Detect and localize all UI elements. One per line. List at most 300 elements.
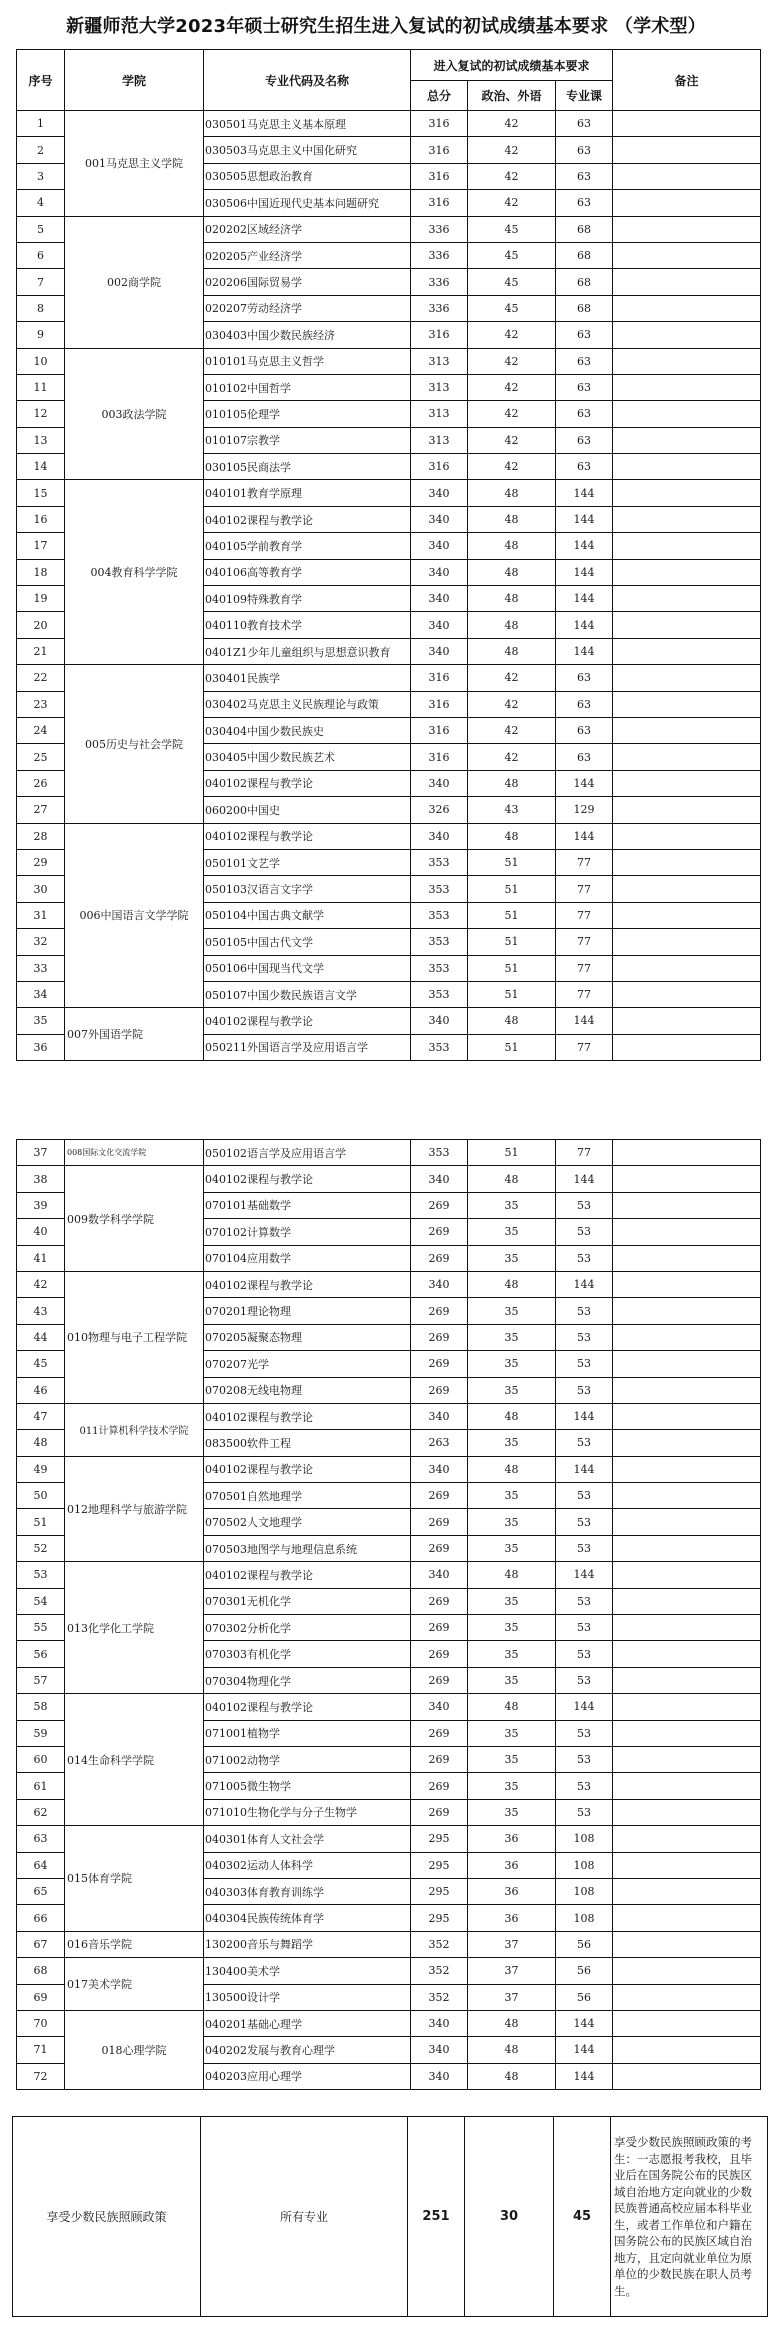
- remarks-cell: [613, 1852, 761, 1878]
- major-cell: 030405中国少数民族艺术: [204, 744, 411, 770]
- remarks-cell: [613, 955, 761, 981]
- seq-cell: 25: [17, 744, 65, 770]
- professional-cell: 68: [556, 269, 613, 295]
- professional-cell: 53: [556, 1615, 613, 1641]
- professional-cell: 108: [556, 1878, 613, 1904]
- table-row: [17, 1958, 761, 1984]
- total-score-cell: 316: [411, 137, 468, 163]
- seq-cell: 72: [17, 2063, 65, 2089]
- remarks-cell: [613, 1324, 761, 1350]
- table-row: [17, 111, 761, 137]
- major-cell: 070501自然地理学: [204, 1483, 411, 1509]
- table-row: [17, 216, 761, 242]
- major-cell: 0401Z1少年儿童组织与思想意识教育: [204, 638, 411, 664]
- professional-cell: 77: [556, 1034, 613, 1060]
- politics-foreign-cell: 51: [468, 849, 556, 875]
- politics-foreign-cell: 42: [468, 427, 556, 453]
- politics-foreign-cell: 35: [468, 1245, 556, 1271]
- politics-foreign-cell: 48: [468, 770, 556, 796]
- seq-cell: 26: [17, 770, 65, 796]
- major-cell: 030105民商法学: [204, 454, 411, 480]
- major-cell: 130500设计学: [204, 1984, 411, 2010]
- seq-cell: 69: [17, 1984, 65, 2010]
- seq-cell: 62: [17, 1799, 65, 1825]
- seq-cell: 33: [17, 955, 65, 981]
- score-table-part1: [16, 49, 761, 1061]
- politics-foreign-cell: 48: [468, 1456, 556, 1482]
- politics-foreign-cell: 35: [468, 1192, 556, 1218]
- remarks-cell: [613, 1641, 761, 1667]
- seq-cell: 36: [17, 1034, 65, 1060]
- total-score-cell: 316: [411, 163, 468, 189]
- major-cell: 050211外国语言学及应用语言学: [204, 1034, 411, 1060]
- remarks-cell: [613, 1219, 761, 1245]
- politics-foreign-cell: 45: [468, 269, 556, 295]
- total-score-cell: 353: [411, 902, 468, 928]
- politics-foreign-cell: 51: [468, 955, 556, 981]
- professional-cell: 56: [556, 1931, 613, 1957]
- remarks-cell: [613, 2010, 761, 2036]
- total-score-cell: 340: [411, 480, 468, 506]
- politics-foreign-cell: 48: [468, 1694, 556, 1720]
- total-score-cell: 353: [411, 1140, 468, 1166]
- total-score-cell: 336: [411, 242, 468, 268]
- remarks-cell: [613, 876, 761, 902]
- major-cell: 130200音乐与舞蹈学: [204, 1931, 411, 1957]
- total-score-cell: 316: [411, 744, 468, 770]
- politics-foreign-cell: 48: [468, 1008, 556, 1034]
- table-row: [17, 1826, 761, 1852]
- politics-foreign-cell: 48: [468, 1562, 556, 1588]
- major-cell: 070104应用数学: [204, 1245, 411, 1271]
- major-cell: 071001植物学: [204, 1720, 411, 1746]
- major-cell: 040301体育人文社会学: [204, 1826, 411, 1852]
- remarks-cell: [613, 1351, 761, 1377]
- politics-foreign-cell: 51: [468, 929, 556, 955]
- total-score-cell: 352: [411, 1958, 468, 1984]
- seq-cell: 1: [17, 111, 65, 137]
- professional-cell: 53: [556, 1720, 613, 1746]
- remarks-cell: [613, 1456, 761, 1482]
- total-score-cell: 352: [411, 1931, 468, 1957]
- policy-majors: 所有专业: [201, 2117, 408, 2317]
- remarks-cell: [613, 1403, 761, 1429]
- total-score-cell: 313: [411, 427, 468, 453]
- table-row: [17, 665, 761, 691]
- seq-cell: 51: [17, 1509, 65, 1535]
- remarks-cell: [613, 1245, 761, 1271]
- professional-cell: 53: [556, 1641, 613, 1667]
- total-score-cell: 353: [411, 1034, 468, 1060]
- seq-cell: 15: [17, 480, 65, 506]
- remarks-cell: [613, 1667, 761, 1693]
- remarks-cell: [613, 1984, 761, 2010]
- professional-cell: 144: [556, 2037, 613, 2063]
- professional-cell: 144: [556, 612, 613, 638]
- total-score-cell: 269: [411, 1641, 468, 1667]
- politics-foreign-cell: 51: [468, 1140, 556, 1166]
- politics-foreign-cell: 51: [468, 902, 556, 928]
- score-table-part2: [16, 1139, 761, 2090]
- major-cell: 050103汉语言文字学: [204, 876, 411, 902]
- professional-cell: 53: [556, 1746, 613, 1772]
- major-cell: 050104中国古典文献学: [204, 902, 411, 928]
- politics-foreign-cell: 36: [468, 1905, 556, 1931]
- seq-cell: 50: [17, 1483, 65, 1509]
- major-cell: 030404中国少数民族史: [204, 717, 411, 743]
- total-score-cell: 269: [411, 1773, 468, 1799]
- major-cell: 070207光学: [204, 1351, 411, 1377]
- total-score-cell: 353: [411, 955, 468, 981]
- professional-cell: 63: [556, 374, 613, 400]
- total-score-cell: 269: [411, 1219, 468, 1245]
- professional-cell: 53: [556, 1298, 613, 1324]
- professional-cell: 53: [556, 1430, 613, 1456]
- professional-cell: 144: [556, 2063, 613, 2089]
- major-cell: 040304民族传统体育学: [204, 1905, 411, 1931]
- remarks-cell: [613, 269, 761, 295]
- professional-cell: 77: [556, 929, 613, 955]
- remarks-cell: [613, 401, 761, 427]
- seq-cell: 38: [17, 1166, 65, 1192]
- major-cell: 070301无机化学: [204, 1588, 411, 1614]
- college-cell: 009数学科学学院: [65, 1166, 204, 1272]
- major-cell: 130400美术学: [204, 1958, 411, 1984]
- total-score-cell: 340: [411, 770, 468, 796]
- politics-foreign-cell: 42: [468, 744, 556, 770]
- table-row: [17, 1931, 761, 1957]
- table-row: [17, 1140, 761, 1166]
- seq-cell: 30: [17, 876, 65, 902]
- remarks-cell: [613, 322, 761, 348]
- remarks-cell: [613, 1430, 761, 1456]
- remarks-cell: [613, 929, 761, 955]
- total-score-cell: 269: [411, 1509, 468, 1535]
- politics-foreign-cell: 35: [468, 1773, 556, 1799]
- major-cell: 040303体育教育训练学: [204, 1878, 411, 1904]
- seq-cell: 48: [17, 1430, 65, 1456]
- remarks-cell: [613, 1878, 761, 1904]
- remarks-cell: [613, 454, 761, 480]
- politics-foreign-cell: 48: [468, 506, 556, 532]
- table-row: [17, 1271, 761, 1297]
- professional-cell: 68: [556, 242, 613, 268]
- professional-cell: 53: [556, 1667, 613, 1693]
- remarks-cell: [613, 348, 761, 374]
- major-cell: 040102课程与教学论: [204, 1403, 411, 1429]
- major-cell: 040109特殊教育学: [204, 586, 411, 612]
- college-cell: 008国际文化交流学院: [65, 1140, 204, 1166]
- major-cell: 020202区域经济学: [204, 216, 411, 242]
- total-score-cell: 313: [411, 401, 468, 427]
- total-score-cell: 340: [411, 2010, 468, 2036]
- professional-cell: 144: [556, 1456, 613, 1482]
- remarks-cell: [613, 1377, 761, 1403]
- major-cell: 040102课程与教学论: [204, 823, 411, 849]
- remarks-cell: [613, 1773, 761, 1799]
- total-score-cell: 269: [411, 1245, 468, 1271]
- politics-foreign-cell: 42: [468, 665, 556, 691]
- professional-cell: 108: [556, 1852, 613, 1878]
- remarks-cell: [613, 1271, 761, 1297]
- total-score-cell: 269: [411, 1351, 468, 1377]
- politics-foreign-cell: 35: [468, 1588, 556, 1614]
- seq-cell: 68: [17, 1958, 65, 1984]
- major-cell: 010107宗教学: [204, 427, 411, 453]
- total-score-cell: 336: [411, 269, 468, 295]
- politics-foreign-cell: 35: [468, 1509, 556, 1535]
- total-score-cell: 269: [411, 1667, 468, 1693]
- seq-cell: 45: [17, 1351, 65, 1377]
- professional-cell: 144: [556, 1166, 613, 1192]
- policy-note: 享受少数民族照顾政策的考生：一志愿报考我校，且毕业后在国务院公布的民族区域自治地方定向就业的少数民族普通高校应届本科毕业生，或者工作单位和户籍在国务院公布的民族区域自治地方，且定向就业单位为原单位的少数民族在职人员考生。: [611, 2117, 768, 2317]
- total-score-cell: 295: [411, 1878, 468, 1904]
- college-cell: 005历史与社会学院: [65, 665, 204, 823]
- professional-cell: 144: [556, 506, 613, 532]
- politics-foreign-cell: 35: [468, 1324, 556, 1350]
- total-score-cell: 353: [411, 849, 468, 875]
- politics-foreign-cell: 36: [468, 1852, 556, 1878]
- remarks-cell: [613, 111, 761, 137]
- remarks-cell: [613, 981, 761, 1007]
- seq-cell: 46: [17, 1377, 65, 1403]
- seq-cell: 27: [17, 797, 65, 823]
- politics-foreign-cell: 48: [468, 2037, 556, 2063]
- remarks-cell: [613, 190, 761, 216]
- college-cell: 013化学化工学院: [65, 1562, 204, 1694]
- professional-cell: 63: [556, 691, 613, 717]
- remarks-cell: [613, 480, 761, 506]
- major-cell: 040106高等教育学: [204, 559, 411, 585]
- remarks-cell: [613, 1483, 761, 1509]
- total-score-cell: 353: [411, 981, 468, 1007]
- professional-cell: 53: [556, 1799, 613, 1825]
- politics-foreign-cell: 45: [468, 216, 556, 242]
- seq-cell: 55: [17, 1615, 65, 1641]
- table-row: [17, 480, 761, 506]
- major-cell: 030403中国少数民族经济: [204, 322, 411, 348]
- remarks-cell: [613, 849, 761, 875]
- major-cell: 050101文艺学: [204, 849, 411, 875]
- remarks-cell: [613, 1535, 761, 1561]
- seq-cell: 18: [17, 559, 65, 585]
- politics-foreign-cell: 35: [468, 1483, 556, 1509]
- college-cell: 001马克思主义学院: [65, 111, 204, 217]
- professional-cell: 53: [556, 1773, 613, 1799]
- college-cell: 016音乐学院: [65, 1931, 204, 1957]
- remarks-cell: [613, 1509, 761, 1535]
- professional-cell: 63: [556, 744, 613, 770]
- college-cell: 003政法学院: [65, 348, 204, 480]
- major-cell: 030503马克思主义中国化研究: [204, 137, 411, 163]
- seq-cell: 31: [17, 902, 65, 928]
- professional-cell: 144: [556, 1562, 613, 1588]
- politics-foreign-cell: 37: [468, 1958, 556, 1984]
- major-cell: 050105中国古代文学: [204, 929, 411, 955]
- total-score-cell: 340: [411, 559, 468, 585]
- major-cell: 070101基础数学: [204, 1192, 411, 1218]
- professional-cell: 53: [556, 1245, 613, 1271]
- total-score-cell: 295: [411, 1826, 468, 1852]
- total-score-cell: 295: [411, 1905, 468, 1931]
- politics-foreign-cell: 42: [468, 454, 556, 480]
- seq-cell: 6: [17, 242, 65, 268]
- remarks-cell: [613, 1034, 761, 1060]
- seq-cell: 58: [17, 1694, 65, 1720]
- professional-cell: 53: [556, 1377, 613, 1403]
- remarks-cell: [613, 612, 761, 638]
- major-cell: 010105伦理学: [204, 401, 411, 427]
- table-row: [17, 1562, 761, 1588]
- header-college: 学院: [65, 50, 204, 111]
- total-score-cell: 269: [411, 1799, 468, 1825]
- major-cell: 020207劳动经济学: [204, 295, 411, 321]
- seq-cell: 22: [17, 665, 65, 691]
- seq-cell: 35: [17, 1008, 65, 1034]
- remarks-cell: [613, 1615, 761, 1641]
- politics-foreign-cell: 42: [468, 374, 556, 400]
- remarks-cell: [613, 427, 761, 453]
- policy-total: 251: [408, 2117, 465, 2317]
- professional-cell: 144: [556, 1271, 613, 1297]
- professional-cell: 63: [556, 401, 613, 427]
- politics-foreign-cell: 45: [468, 295, 556, 321]
- politics-foreign-cell: 42: [468, 348, 556, 374]
- table-row: [17, 2010, 761, 2036]
- remarks-cell: [613, 823, 761, 849]
- total-score-cell: 326: [411, 797, 468, 823]
- professional-cell: 53: [556, 1324, 613, 1350]
- major-cell: 070502人文地理学: [204, 1509, 411, 1535]
- remarks-cell: [613, 163, 761, 189]
- total-score-cell: 340: [411, 2037, 468, 2063]
- total-score-cell: 313: [411, 348, 468, 374]
- professional-cell: 63: [556, 190, 613, 216]
- professional-cell: 53: [556, 1535, 613, 1561]
- politics-foreign-cell: 35: [468, 1746, 556, 1772]
- total-score-cell: 340: [411, 1562, 468, 1588]
- politics-foreign-cell: 48: [468, 480, 556, 506]
- seq-cell: 44: [17, 1324, 65, 1350]
- remarks-cell: [613, 1008, 761, 1034]
- major-cell: 030401民族学: [204, 665, 411, 691]
- politics-foreign-cell: 35: [468, 1377, 556, 1403]
- major-cell: 030402马克思主义民族理论与政策: [204, 691, 411, 717]
- politics-foreign-cell: 35: [468, 1535, 556, 1561]
- professional-cell: 108: [556, 1826, 613, 1852]
- total-score-cell: 340: [411, 533, 468, 559]
- policy-politics-foreign: 30: [465, 2117, 554, 2317]
- seq-cell: 9: [17, 322, 65, 348]
- professional-cell: 63: [556, 163, 613, 189]
- politics-foreign-cell: 35: [468, 1219, 556, 1245]
- seq-cell: 39: [17, 1192, 65, 1218]
- major-cell: 010101马克思主义哲学: [204, 348, 411, 374]
- politics-foreign-cell: 35: [468, 1720, 556, 1746]
- major-cell: 040201基础心理学: [204, 2010, 411, 2036]
- remarks-cell: [613, 586, 761, 612]
- total-score-cell: 340: [411, 1694, 468, 1720]
- major-cell: 070102计算数学: [204, 1219, 411, 1245]
- seq-cell: 19: [17, 586, 65, 612]
- remarks-cell: [613, 216, 761, 242]
- politics-foreign-cell: 42: [468, 717, 556, 743]
- politics-foreign-cell: 48: [468, 823, 556, 849]
- major-cell: 070302分析化学: [204, 1615, 411, 1641]
- professional-cell: 144: [556, 1403, 613, 1429]
- professional-cell: 63: [556, 348, 613, 374]
- remarks-cell: [613, 744, 761, 770]
- remarks-cell: [613, 1140, 761, 1166]
- remarks-cell: [613, 374, 761, 400]
- major-cell: 060200中国史: [204, 797, 411, 823]
- table-row: [17, 348, 761, 374]
- politics-foreign-cell: 35: [468, 1615, 556, 1641]
- total-score-cell: 269: [411, 1192, 468, 1218]
- politics-foreign-cell: 51: [468, 876, 556, 902]
- page-title: 新疆师范大学2023年硕士研究生招生进入复试的初试成绩基本要求 （学术型）: [66, 16, 706, 37]
- major-cell: 070208无线电物理: [204, 1377, 411, 1403]
- seq-cell: 67: [17, 1931, 65, 1957]
- seq-cell: 34: [17, 981, 65, 1007]
- professional-cell: 144: [556, 1008, 613, 1034]
- header-major: 专业代码及名称: [204, 50, 411, 111]
- politics-foreign-cell: 42: [468, 163, 556, 189]
- seq-cell: 49: [17, 1456, 65, 1482]
- politics-foreign-cell: 48: [468, 533, 556, 559]
- remarks-cell: [613, 1694, 761, 1720]
- politics-foreign-cell: 48: [468, 612, 556, 638]
- seq-cell: 17: [17, 533, 65, 559]
- seq-cell: 57: [17, 1667, 65, 1693]
- politics-foreign-cell: 48: [468, 586, 556, 612]
- professional-cell: 53: [556, 1483, 613, 1509]
- remarks-cell: [613, 1958, 761, 1984]
- politics-foreign-cell: 36: [468, 1826, 556, 1852]
- remarks-cell: [613, 2063, 761, 2089]
- remarks-cell: [613, 1905, 761, 1931]
- major-cell: 010102中国哲学: [204, 374, 411, 400]
- table-row: [17, 1694, 761, 1720]
- professional-cell: 56: [556, 1984, 613, 2010]
- major-cell: 040202发展与教育心理学: [204, 2037, 411, 2063]
- seq-cell: 28: [17, 823, 65, 849]
- professional-cell: 53: [556, 1509, 613, 1535]
- remarks-cell: [613, 1799, 761, 1825]
- seq-cell: 32: [17, 929, 65, 955]
- seq-cell: 5: [17, 216, 65, 242]
- major-cell: 070201理论物理: [204, 1298, 411, 1324]
- seq-cell: 37: [17, 1140, 65, 1166]
- policy-professional: 45: [554, 2117, 611, 2317]
- professional-cell: 63: [556, 665, 613, 691]
- major-cell: 070303有机化学: [204, 1641, 411, 1667]
- professional-cell: 144: [556, 480, 613, 506]
- total-score-cell: 336: [411, 295, 468, 321]
- seq-cell: 63: [17, 1826, 65, 1852]
- seq-cell: 23: [17, 691, 65, 717]
- total-score-cell: 269: [411, 1535, 468, 1561]
- total-score-cell: 316: [411, 322, 468, 348]
- remarks-cell: [613, 137, 761, 163]
- total-score-cell: 269: [411, 1298, 468, 1324]
- professional-cell: 53: [556, 1219, 613, 1245]
- politics-foreign-cell: 42: [468, 401, 556, 427]
- remarks-cell: [613, 1931, 761, 1957]
- remarks-cell: [613, 559, 761, 585]
- header-remarks: 备注: [613, 50, 761, 111]
- total-score-cell: 340: [411, 2063, 468, 2089]
